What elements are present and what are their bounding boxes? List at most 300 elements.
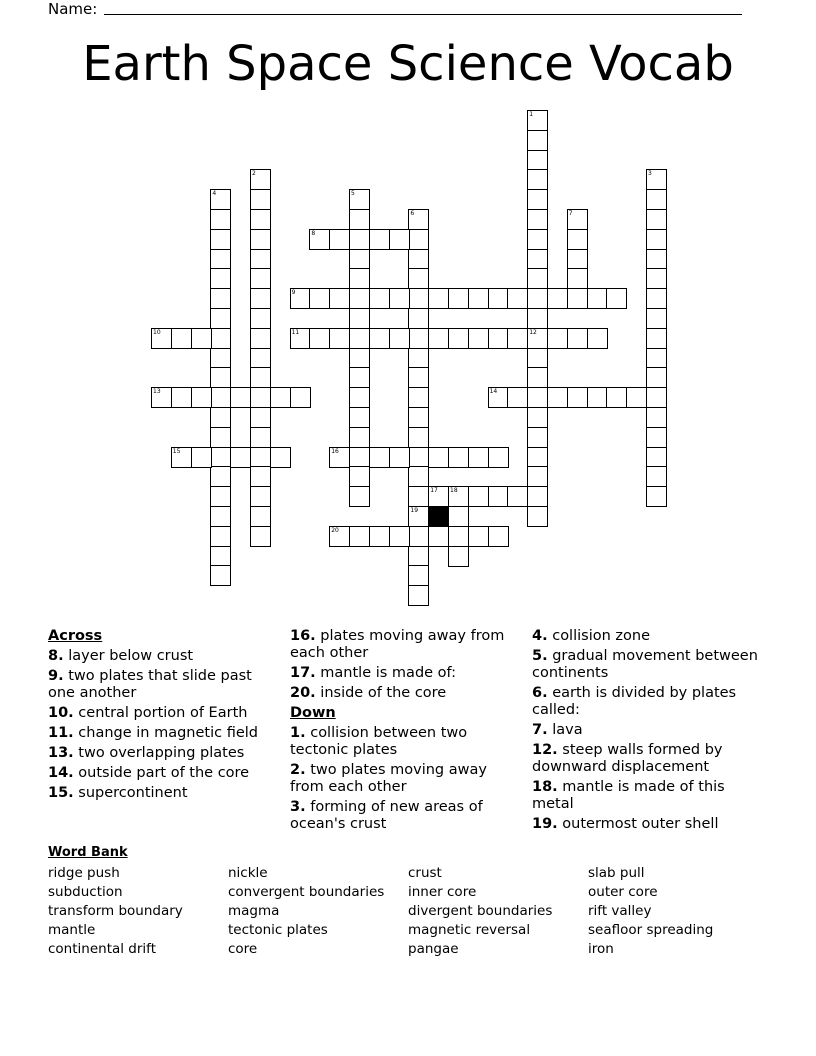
- word-bank-item: outer core: [588, 884, 658, 900]
- crossword-cell[interactable]: [290, 328, 311, 349]
- cell-number: 18: [450, 487, 458, 495]
- crossword-cell[interactable]: [329, 229, 350, 250]
- crossword-cell[interactable]: [171, 447, 192, 468]
- crossword-cell[interactable]: [210, 367, 231, 388]
- crossword-cell[interactable]: [349, 387, 370, 408]
- crossword-cell[interactable]: [329, 526, 350, 547]
- crossword-cell[interactable]: [408, 387, 429, 408]
- crossword-cell[interactable]: [527, 447, 548, 468]
- crossword-cell[interactable]: [448, 506, 469, 527]
- clue-number: 10.: [48, 705, 74, 721]
- crossword-cell[interactable]: [527, 486, 548, 507]
- crossword-cell[interactable]: [646, 249, 667, 270]
- crossword-cell[interactable]: [448, 526, 469, 547]
- clue-item: [48, 705, 280, 722]
- crossword-cell[interactable]: [507, 288, 528, 309]
- clue-item: [532, 628, 764, 645]
- crossword-cell[interactable]: [349, 229, 370, 250]
- word-bank-item: inner core: [408, 884, 477, 900]
- word-bank-item: crust: [408, 865, 442, 881]
- crossword-cell[interactable]: [250, 486, 271, 507]
- clue-text: forming of new areas of ocean's crust: [290, 799, 483, 832]
- crossword-cell[interactable]: [428, 328, 449, 349]
- crossword-cell[interactable]: [408, 348, 429, 369]
- crossword-cell[interactable]: [349, 427, 370, 448]
- word-bank-item: nickle: [228, 865, 268, 881]
- cell-number: 10: [153, 328, 161, 336]
- crossword-cell[interactable]: [210, 229, 231, 250]
- crossword-cell[interactable]: [488, 387, 509, 408]
- word-bank-item: slab pull: [588, 865, 645, 881]
- crossword-cell[interactable]: [210, 348, 231, 369]
- crossword-cell[interactable]: [646, 288, 667, 309]
- crossword-cell[interactable]: [369, 526, 390, 547]
- word-bank-column-4: [588, 864, 713, 959]
- word-bank-item: iron: [588, 941, 614, 957]
- crossword-cell[interactable]: [408, 565, 429, 586]
- crossword-cell[interactable]: [349, 466, 370, 487]
- word-bank-item: transform boundary: [48, 903, 183, 919]
- crossword-cell[interactable]: [587, 288, 608, 309]
- crossword-cell[interactable]: [349, 367, 370, 388]
- clue-item: [290, 628, 522, 662]
- clue-text: central portion of Earth: [73, 705, 248, 721]
- crossword-cell[interactable]: [210, 308, 231, 329]
- crossword-cell[interactable]: [428, 447, 449, 468]
- crossword-cell[interactable]: [349, 209, 370, 230]
- crossword-cell[interactable]: [210, 447, 231, 468]
- crossword-cell[interactable]: [329, 447, 350, 468]
- clue-item: [48, 745, 280, 762]
- clue-text: collision between two tectonic plates: [290, 725, 468, 758]
- clue-text: earth is divided by plates called:: [532, 685, 737, 718]
- crossword-cell[interactable]: [250, 427, 271, 448]
- crossword-cell[interactable]: [567, 328, 588, 349]
- crossword-cell[interactable]: [329, 328, 350, 349]
- cell-number: 8: [311, 229, 316, 237]
- clues-column-1: [48, 628, 280, 802]
- crossword-cell[interactable]: [527, 348, 548, 369]
- crossword-cell[interactable]: [349, 348, 370, 369]
- crossword-cell[interactable]: [250, 407, 271, 428]
- crossword-cell[interactable]: [191, 328, 212, 349]
- crossword-cell[interactable]: [646, 229, 667, 250]
- crossword-cell[interactable]: [408, 229, 429, 250]
- crossword-cell[interactable]: [646, 367, 667, 388]
- crossword-cell[interactable]: [408, 427, 429, 448]
- crossword-cell[interactable]: [488, 486, 509, 507]
- clue-text: two plates moving away from each other: [290, 762, 487, 795]
- name-label: Name:: [48, 0, 98, 18]
- crossword-cell[interactable]: [210, 407, 231, 428]
- crossword-cell[interactable]: [567, 268, 588, 289]
- crossword-cell[interactable]: [349, 486, 370, 507]
- crossword-cell[interactable]: [250, 447, 271, 468]
- crossword-cell[interactable]: [527, 427, 548, 448]
- crossword-cell[interactable]: [527, 268, 548, 289]
- cell-number: 5: [351, 190, 355, 198]
- crossword-cell[interactable]: [527, 308, 548, 329]
- crossword-cell[interactable]: [408, 308, 429, 329]
- clue-item: [532, 742, 764, 776]
- crossword-cell[interactable]: [210, 506, 231, 527]
- clue-item: [532, 648, 764, 682]
- crossword-cell[interactable]: [527, 387, 548, 408]
- crossword-cell[interactable]: [527, 209, 548, 230]
- cell-number: 9: [291, 289, 296, 297]
- crossword-cell[interactable]: [527, 328, 548, 349]
- crossword-cell[interactable]: [646, 328, 667, 349]
- crossword-cell[interactable]: [646, 189, 667, 210]
- crossword-cell[interactable]: [488, 328, 509, 349]
- crossword-cell[interactable]: [210, 268, 231, 289]
- crossword-cell[interactable]: [408, 447, 429, 468]
- crossword-cell[interactable]: [408, 546, 429, 567]
- cell-number: 19: [410, 507, 419, 514]
- word-bank-item: divergent boundaries: [408, 903, 553, 919]
- crossword-cell[interactable]: [468, 526, 489, 547]
- crossword-cell[interactable]: [587, 387, 608, 408]
- word-bank-item: tectonic plates: [228, 922, 328, 938]
- clue-item: [48, 765, 280, 782]
- clue-item: [290, 799, 522, 833]
- clue-text: two plates that slide past one another: [48, 668, 252, 701]
- clue-number: 18.: [532, 779, 558, 795]
- clue-number: 3.: [290, 799, 306, 815]
- crossword-cell[interactable]: [468, 328, 489, 349]
- crossword-cell[interactable]: [230, 447, 251, 468]
- crossword-cell[interactable]: [349, 268, 370, 289]
- crossword-cell[interactable]: [389, 328, 410, 349]
- blocked-cell: [428, 506, 449, 527]
- crossword-cell[interactable]: [151, 328, 172, 349]
- crossword-cell[interactable]: [349, 447, 370, 468]
- clue-number: 8.: [48, 648, 64, 664]
- crossword-cell[interactable]: [171, 387, 192, 408]
- crossword-cell[interactable]: [488, 447, 509, 468]
- crossword-cell[interactable]: [369, 288, 390, 309]
- crossword-cell[interactable]: [468, 447, 489, 468]
- crossword-cell[interactable]: [448, 288, 469, 309]
- crossword-cell[interactable]: [646, 486, 667, 507]
- crossword-cell[interactable]: [408, 328, 429, 349]
- word-bank-item: subduction: [48, 884, 123, 900]
- crossword-cell[interactable]: [290, 387, 311, 408]
- crossword-cell[interactable]: [408, 288, 429, 309]
- clue-number: 17.: [290, 665, 316, 681]
- crossword-cell[interactable]: [408, 367, 429, 388]
- crossword-cell[interactable]: [369, 229, 390, 250]
- crossword-cell[interactable]: [250, 189, 271, 210]
- crossword-cell[interactable]: [547, 328, 568, 349]
- word-bank-column-2: [228, 864, 384, 959]
- crossword-cell[interactable]: [191, 447, 212, 468]
- crossword-cell[interactable]: [250, 308, 271, 329]
- crossword-cell[interactable]: [408, 268, 429, 289]
- crossword-cell[interactable]: [270, 447, 291, 468]
- clue-item: [532, 722, 764, 739]
- clue-text: mantle is made of:: [315, 665, 457, 681]
- crossword-cell[interactable]: [349, 407, 370, 428]
- down-clue-list-continued: [532, 628, 764, 833]
- crossword-cell[interactable]: [488, 526, 509, 547]
- crossword-cell[interactable]: [646, 427, 667, 448]
- crossword-cell[interactable]: [587, 328, 608, 349]
- crossword-cell[interactable]: [507, 328, 528, 349]
- crossword-cell[interactable]: [250, 249, 271, 270]
- clue-text: two overlapping plates: [73, 745, 245, 761]
- across-heading: Across: [48, 628, 103, 644]
- crossword-cell[interactable]: [191, 387, 212, 408]
- word-bank-column-1: [48, 864, 183, 959]
- crossword-cell[interactable]: [527, 407, 548, 428]
- clue-item: [48, 668, 280, 702]
- crossword-cell[interactable]: [250, 268, 271, 289]
- crossword-cell[interactable]: [527, 229, 548, 250]
- clue-text: gradual movement between continents: [532, 648, 758, 681]
- crossword-cell[interactable]: [448, 486, 469, 507]
- crossword-cell[interactable]: [527, 189, 548, 210]
- crossword-cell[interactable]: [408, 526, 429, 547]
- clue-number: 16.: [290, 628, 316, 644]
- crossword-cell[interactable]: [250, 348, 271, 369]
- clues-column-3: [532, 628, 764, 833]
- crossword-cell[interactable]: [349, 308, 370, 329]
- crossword-cell[interactable]: [210, 288, 231, 309]
- crossword-cell[interactable]: [210, 189, 231, 210]
- crossword-cell[interactable]: [646, 308, 667, 329]
- crossword-cell[interactable]: [507, 387, 528, 408]
- page-title: Earth Space Science Vocab: [82, 36, 734, 92]
- crossword-cell[interactable]: [646, 407, 667, 428]
- crossword-cell[interactable]: [408, 486, 429, 507]
- clues-column-2: [290, 628, 522, 833]
- word-bank-item: core: [228, 941, 258, 957]
- crossword-cell[interactable]: [250, 229, 271, 250]
- crossword-cell[interactable]: [210, 546, 231, 567]
- crossword-cell[interactable]: [547, 288, 568, 309]
- crossword-cell[interactable]: [250, 506, 271, 527]
- clue-text: change in magnetic field: [73, 725, 259, 741]
- crossword-cell[interactable]: [527, 169, 548, 190]
- word-bank-title: Word Bank: [48, 845, 128, 860]
- crossword-cell[interactable]: [349, 249, 370, 270]
- crossword-cell[interactable]: [349, 189, 370, 210]
- cell-number: 12: [529, 328, 537, 336]
- crossword-cell[interactable]: [428, 486, 449, 507]
- crossword-cell[interactable]: [210, 209, 231, 230]
- crossword-cell[interactable]: [567, 209, 588, 230]
- clue-text: outermost outer shell: [557, 816, 719, 832]
- crossword-cell[interactable]: [309, 229, 330, 250]
- clue-text: steep walls formed by downward displacement: [532, 742, 723, 775]
- crossword-cell[interactable]: [448, 546, 469, 567]
- clue-item: [290, 685, 522, 702]
- clue-text: outside part of the core: [73, 765, 250, 781]
- crossword-cell[interactable]: [448, 328, 469, 349]
- clue-item: [48, 648, 280, 665]
- crossword-cell[interactable]: [389, 288, 410, 309]
- clue-item: [532, 816, 764, 833]
- word-bank-item: continental drift: [48, 941, 156, 957]
- crossword-cell[interactable]: [349, 328, 370, 349]
- clue-number: 19.: [532, 816, 558, 832]
- word-bank-column-3: [408, 864, 552, 959]
- crossword-cell[interactable]: [309, 328, 330, 349]
- cell-number: 4: [212, 190, 217, 198]
- crossword-cell[interactable]: [210, 565, 231, 586]
- crossword-cell[interactable]: [527, 288, 548, 309]
- crossword-cell[interactable]: [527, 249, 548, 270]
- cell-number: 16: [331, 447, 339, 455]
- clue-item: [532, 685, 764, 719]
- cell-number: 11: [291, 328, 300, 336]
- crossword-cell[interactable]: [507, 486, 528, 507]
- clue-text: supercontinent: [73, 785, 188, 801]
- clue-item: [290, 762, 522, 796]
- crossword-cell[interactable]: [606, 387, 627, 408]
- crossword-cell[interactable]: [151, 387, 172, 408]
- clue-number: 15.: [48, 785, 74, 801]
- clue-item: [290, 665, 522, 682]
- word-bank-item: mantle: [48, 922, 96, 938]
- crossword-cell[interactable]: [230, 387, 251, 408]
- crossword-cell[interactable]: [527, 367, 548, 388]
- clue-text: lava: [547, 722, 583, 738]
- crossword-cell[interactable]: [626, 387, 647, 408]
- crossword-cell[interactable]: [389, 229, 410, 250]
- crossword-cell[interactable]: [527, 506, 548, 527]
- crossword-cell[interactable]: [408, 506, 429, 527]
- crossword-cell[interactable]: [210, 249, 231, 270]
- clue-text: collision zone: [547, 628, 650, 644]
- clue-number: 4.: [532, 628, 548, 644]
- crossword-cell[interactable]: [646, 447, 667, 468]
- crossword-cell[interactable]: [646, 466, 667, 487]
- crossword-cell[interactable]: [349, 526, 370, 547]
- crossword-cell[interactable]: [210, 387, 231, 408]
- crossword-cell[interactable]: [428, 288, 449, 309]
- crossword-cell[interactable]: [250, 367, 271, 388]
- crossword-cell[interactable]: [646, 268, 667, 289]
- clue-number: 5.: [532, 648, 548, 664]
- crossword-cell[interactable]: [646, 387, 667, 408]
- cell-number: 14: [489, 388, 498, 396]
- word-bank-item: seafloor spreading: [588, 922, 714, 938]
- crossword-cell[interactable]: [646, 348, 667, 369]
- crossword-cell[interactable]: [567, 288, 588, 309]
- clue-number: 20.: [290, 685, 316, 701]
- crossword-cell[interactable]: [369, 328, 390, 349]
- crossword-cell[interactable]: [210, 328, 231, 349]
- cell-number: 2: [252, 170, 256, 178]
- clue-text: plates moving away from each other: [290, 628, 505, 661]
- crossword-cell[interactable]: [547, 387, 568, 408]
- crossword-cell[interactable]: [389, 447, 410, 468]
- word-bank-item: magnetic reversal: [408, 922, 531, 938]
- crossword-cell[interactable]: [309, 288, 330, 309]
- cell-number: 6: [410, 210, 415, 217]
- clue-number: 9.: [48, 668, 64, 684]
- crossword-cell[interactable]: [250, 526, 271, 547]
- crossword-cell[interactable]: [389, 526, 410, 547]
- crossword-cell[interactable]: [468, 288, 489, 309]
- cell-number: 15: [172, 447, 181, 455]
- crossword-cell[interactable]: [250, 169, 271, 190]
- cell-number: 17: [430, 487, 438, 495]
- crossword-cell[interactable]: [210, 466, 231, 487]
- crossword-cell[interactable]: [408, 209, 429, 230]
- crossword-cell[interactable]: [210, 526, 231, 547]
- clue-number: 7.: [532, 722, 548, 738]
- crossword-cell[interactable]: [606, 288, 627, 309]
- clue-number: 12.: [532, 742, 558, 758]
- crossword-cell[interactable]: [448, 447, 469, 468]
- clue-number: 6.: [532, 685, 548, 701]
- cell-number: 1: [529, 111, 534, 118]
- down-clue-list: [290, 725, 522, 833]
- crossword-cell[interactable]: [270, 387, 291, 408]
- clue-item: [48, 725, 280, 742]
- crossword-cell[interactable]: [527, 466, 548, 487]
- clue-text: inside of the core: [315, 685, 447, 701]
- across-clue-list: [48, 648, 280, 802]
- crossword-cell[interactable]: [408, 585, 429, 606]
- crossword-cell[interactable]: [408, 407, 429, 428]
- cell-number: 13: [153, 388, 161, 396]
- crossword-cell[interactable]: [250, 288, 271, 309]
- crossword-cell[interactable]: [488, 288, 509, 309]
- clue-number: 11.: [48, 725, 74, 741]
- crossword-cell[interactable]: [428, 526, 449, 547]
- word-bank-item: magma: [228, 903, 280, 919]
- crossword-cell[interactable]: [567, 387, 588, 408]
- clue-number: 1.: [290, 725, 306, 741]
- crossword-cell[interactable]: [250, 209, 271, 230]
- crossword-cell[interactable]: [171, 328, 192, 349]
- crossword-cell[interactable]: [329, 288, 350, 309]
- crossword-cell[interactable]: [210, 486, 231, 507]
- clue-item: [290, 725, 522, 759]
- word-bank-item: convergent boundaries: [228, 884, 385, 900]
- across-clue-list-continued: [290, 628, 522, 702]
- crossword-cell[interactable]: [527, 130, 548, 151]
- crossword-cell[interactable]: [250, 466, 271, 487]
- crossword-cell[interactable]: [408, 249, 429, 270]
- crossword-cell[interactable]: [567, 229, 588, 250]
- cell-number: 20: [331, 526, 339, 534]
- crossword-cell[interactable]: [250, 387, 271, 408]
- crossword-cell[interactable]: [250, 328, 271, 349]
- crossword-cell[interactable]: [646, 169, 667, 190]
- crossword-cell[interactable]: [290, 288, 311, 309]
- clue-text: mantle is made of this metal: [532, 779, 725, 812]
- crossword-cell[interactable]: [349, 288, 370, 309]
- crossword-cell[interactable]: [527, 110, 548, 131]
- clue-number: 13.: [48, 745, 74, 761]
- crossword-cell[interactable]: [210, 427, 231, 448]
- cell-number: 3: [648, 170, 652, 178]
- crossword-cell[interactable]: [646, 209, 667, 230]
- crossword-cell[interactable]: [369, 447, 390, 468]
- crossword-cell[interactable]: [408, 466, 429, 487]
- word-bank-item: pangae: [408, 941, 459, 957]
- down-heading: Down: [290, 705, 336, 721]
- crossword-cell[interactable]: [527, 150, 548, 171]
- crossword-cell[interactable]: [468, 486, 489, 507]
- clue-item: [48, 785, 280, 802]
- crossword-cell[interactable]: [567, 249, 588, 270]
